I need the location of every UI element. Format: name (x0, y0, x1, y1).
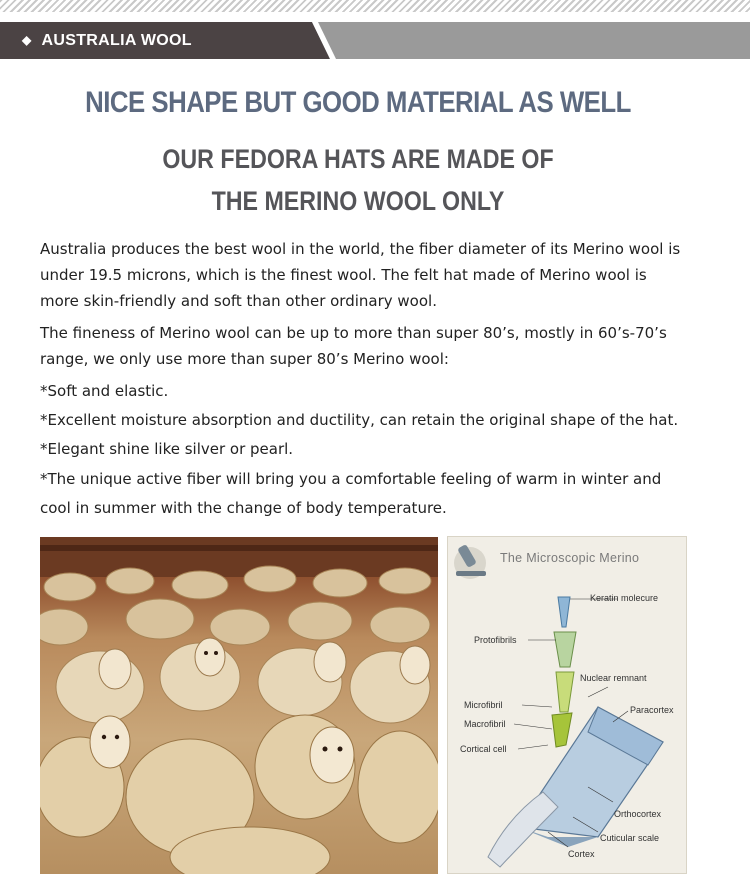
label-keratin: Keratin molecure (590, 593, 659, 603)
paragraph-line: more skin-friendly and soft than other ordinary wool. (40, 292, 437, 310)
feature-bullet: *The unique active fiber will bring you a comfortable feeling of warm in winter and (40, 470, 662, 488)
paragraph-fineness (40, 320, 720, 372)
feature-bullet: *Soft and elastic. (40, 382, 169, 400)
feature-bullet: *Excellent moisture absorption and ductility, can retain the original shape of the hat. (40, 411, 679, 429)
label-orthocortex: Orthocortex (614, 809, 662, 819)
paragraph-line: Australia produces the best wool in the world, the fiber diameter of its Merino wool is (40, 240, 681, 258)
paragraph-line: under 19.5 microns, which is the finest wool. The felt hat made of Merino wool is (40, 266, 647, 284)
diamond-icon: ◆ (22, 33, 32, 47)
paragraph-line: The fineness of Merino wool can be up to more than super 80’s, mostly in 60’s-70’s (40, 324, 667, 342)
sheep-illustration (40, 537, 438, 874)
label-protofibrils: Protofibrils (474, 635, 517, 645)
paragraph-line: range, we only use more than super 80’s Merino wool: (40, 350, 449, 368)
label-macrofibril: Macrofibril (464, 719, 506, 729)
main-heading: NICE SHAPE BUT GOOD MATERIAL AS WELL (85, 86, 631, 119)
feature-bullet: *Elegant shine like silver or pearl. (40, 440, 294, 458)
feature-bullet-continued: cool in summer with the change of body temperature. (40, 499, 447, 517)
decorative-stripe (0, 0, 750, 12)
label-cortical-cell: Cortical cell (460, 744, 507, 754)
microscope-icon (454, 544, 486, 579)
sub-heading-line-2: THE MERINO WOOL ONLY (211, 186, 505, 216)
merino-fiber-diagram (447, 536, 687, 874)
banner-title-text: AUSTRALIA WOOL (41, 32, 192, 49)
label-paracortex: Paracortex (630, 705, 674, 715)
section-banner-title (22, 22, 192, 59)
label-nuclear-remnant: Nuclear remnant (580, 673, 647, 683)
label-microfibril: Microfibril (464, 700, 503, 710)
label-cortex: Cortex (568, 849, 595, 859)
label-cuticular-scale: Cuticular scale (600, 833, 660, 843)
sub-heading-line-1: OUR FEDORA HATS ARE MADE OF (162, 144, 554, 174)
sheep-flock-photo (40, 537, 438, 874)
paragraph-australia (40, 236, 720, 314)
diagram-title: The Microscopic Merino (500, 551, 640, 565)
